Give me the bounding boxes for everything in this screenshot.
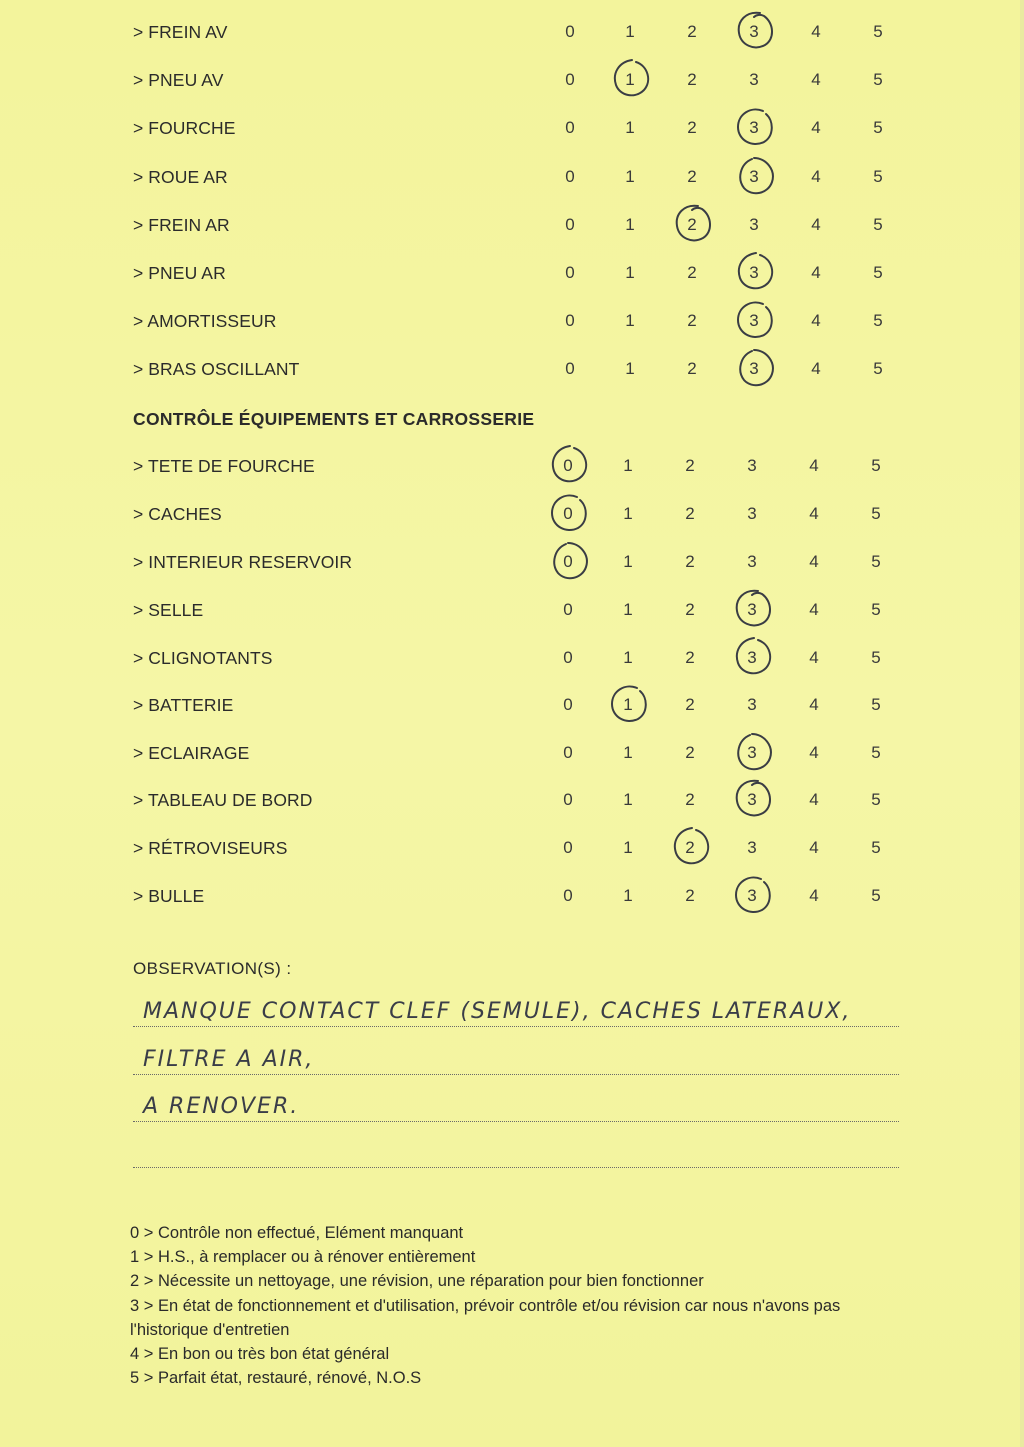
score-option-1[interactable]: 1 xyxy=(623,504,633,523)
score-option-1[interactable]: 1 xyxy=(623,838,633,857)
score-option-3[interactable]: 3 xyxy=(747,743,757,762)
score-option-3[interactable]: 3 xyxy=(749,311,759,330)
score-option-2[interactable]: 2 xyxy=(685,456,695,475)
score-option-3[interactable]: 3 xyxy=(747,886,757,905)
score-option-3[interactable]: 3 xyxy=(747,648,757,667)
equipment-row xyxy=(0,446,1024,486)
score-option-5[interactable]: 5 xyxy=(873,215,883,234)
selected-score-circle xyxy=(730,248,778,296)
score-option-5[interactable]: 5 xyxy=(871,504,881,523)
score-option-5[interactable]: 5 xyxy=(873,118,883,137)
score-option-3[interactable]: 3 xyxy=(749,263,759,282)
selected-score-circle xyxy=(666,823,714,871)
score-option-5[interactable]: 5 xyxy=(871,600,881,619)
score-option-4[interactable]: 4 xyxy=(809,552,819,571)
score-option-3[interactable]: 3 xyxy=(747,838,757,857)
score-option-3[interactable]: 3 xyxy=(747,504,757,523)
rating-legend xyxy=(130,1221,890,1390)
observation-text-2: FILTRE A AIR, xyxy=(143,1047,315,1072)
score-option-0[interactable]: 0 xyxy=(565,311,575,330)
score-option-1[interactable]: 1 xyxy=(623,886,633,905)
score-option-0[interactable]: 0 xyxy=(563,743,573,762)
score-option-0[interactable]: 0 xyxy=(563,552,573,571)
score-option-0[interactable]: 0 xyxy=(565,167,575,186)
selected-score-circle xyxy=(728,728,776,776)
score-option-4[interactable]: 4 xyxy=(811,311,821,330)
score-option-0[interactable]: 0 xyxy=(565,118,575,137)
score-option-4[interactable]: 4 xyxy=(809,504,819,523)
score-option-5[interactable]: 5 xyxy=(871,743,881,762)
selected-score-circle xyxy=(544,537,592,585)
equipment-row xyxy=(0,733,1024,773)
score-option-1[interactable]: 1 xyxy=(623,552,633,571)
score-option-3[interactable]: 3 xyxy=(747,695,757,714)
score-option-3[interactable]: 3 xyxy=(747,600,757,619)
score-option-5[interactable]: 5 xyxy=(871,790,881,809)
legend-item-5: 5 > Parfait état, restauré, rénové, N.O.S xyxy=(130,1369,422,1388)
score-option-4[interactable]: 4 xyxy=(811,22,821,41)
score-option-3[interactable]: 3 xyxy=(749,118,759,137)
row-label: > ECLAIRAGE xyxy=(133,743,250,763)
score-option-2[interactable]: 2 xyxy=(685,838,695,857)
score-option-1[interactable]: 1 xyxy=(625,22,635,41)
observation-text-1: MANQUE CONTACT CLEF (SEMULE), CACHES LATERAUX, xyxy=(143,999,852,1024)
row-label: > TETE DE FOURCHE xyxy=(133,456,315,476)
observation-line-4 xyxy=(133,1133,899,1168)
mechanical-row xyxy=(0,349,1024,389)
selected-score-circle xyxy=(728,585,776,633)
score-option-5[interactable]: 5 xyxy=(873,311,883,330)
score-option-4[interactable]: 4 xyxy=(809,790,819,809)
score-option-4[interactable]: 4 xyxy=(811,263,821,282)
score-option-0[interactable]: 0 xyxy=(563,790,573,809)
equipment-row xyxy=(0,638,1024,678)
score-option-3[interactable]: 3 xyxy=(749,215,759,234)
equipment-row xyxy=(0,542,1024,582)
mechanical-row xyxy=(0,60,1024,100)
row-label: > INTERIEUR RESERVOIR xyxy=(133,552,353,572)
score-option-2[interactable]: 2 xyxy=(685,886,695,905)
score-option-4[interactable]: 4 xyxy=(809,648,819,667)
row-label: > FOURCHE xyxy=(133,118,236,138)
equipment-row xyxy=(0,590,1024,630)
score-option-1[interactable]: 1 xyxy=(625,118,635,137)
mechanical-row xyxy=(0,157,1024,197)
mechanical-row xyxy=(0,301,1024,341)
legend-item-4: 4 > En bon ou très bon état général xyxy=(130,1345,390,1364)
score-option-4[interactable]: 4 xyxy=(811,70,821,89)
score-option-0[interactable]: 0 xyxy=(565,70,575,89)
selected-score-circle xyxy=(544,441,592,489)
score-option-5[interactable]: 5 xyxy=(871,886,881,905)
equipment-row xyxy=(0,494,1024,534)
row-label: > BATTERIE xyxy=(133,695,234,715)
score-option-3[interactable]: 3 xyxy=(749,22,759,41)
score-option-5[interactable]: 5 xyxy=(873,359,883,378)
row-label: > SELLE xyxy=(133,600,204,620)
score-option-2[interactable]: 2 xyxy=(685,552,695,571)
score-option-1[interactable]: 1 xyxy=(625,263,635,282)
selected-score-circle xyxy=(730,152,778,200)
selected-score-circle xyxy=(544,489,592,537)
score-option-4[interactable]: 4 xyxy=(811,359,821,378)
score-option-2[interactable]: 2 xyxy=(687,70,697,89)
score-option-3[interactable]: 3 xyxy=(747,552,757,571)
score-option-0[interactable]: 0 xyxy=(563,504,573,523)
equipment-row xyxy=(0,828,1024,868)
score-option-4[interactable]: 4 xyxy=(809,600,819,619)
score-option-1[interactable]: 1 xyxy=(623,600,633,619)
mechanical-row xyxy=(0,12,1024,52)
score-option-4[interactable]: 4 xyxy=(811,118,821,137)
section-title: CONTRÔLE ÉQUIPEMENTS ET CARROSSERIE xyxy=(133,409,535,429)
score-option-4[interactable]: 4 xyxy=(809,695,819,714)
row-label: > RÉTROVISEURS xyxy=(133,838,288,858)
score-option-1[interactable]: 1 xyxy=(625,215,635,234)
score-option-0[interactable]: 0 xyxy=(565,359,575,378)
score-option-4[interactable]: 4 xyxy=(811,215,821,234)
legend-item-2: 2 > Nécessite un nettoyage, une révision, une réparation pour bien fonctionner xyxy=(130,1272,704,1291)
score-option-2[interactable]: 2 xyxy=(685,695,695,714)
score-option-1[interactable]: 1 xyxy=(623,695,633,714)
selected-score-circle xyxy=(606,55,654,103)
legend-item-3: 3 > En état de fonctionnement et d'utilisation, prévoir contrôle et/ou révision car nous n'avons pas l'historique d'entretien xyxy=(130,1296,841,1339)
score-option-4[interactable]: 4 xyxy=(809,886,819,905)
selected-score-circle xyxy=(728,871,776,919)
score-option-5[interactable]: 5 xyxy=(871,695,881,714)
score-option-5[interactable]: 5 xyxy=(873,22,883,41)
score-option-4[interactable]: 4 xyxy=(809,456,819,475)
score-option-2[interactable]: 2 xyxy=(687,359,697,378)
score-option-4[interactable]: 4 xyxy=(809,838,819,857)
row-label: > CLIGNOTANTS xyxy=(133,648,273,668)
row-label: > CACHES xyxy=(133,504,222,524)
score-option-5[interactable]: 5 xyxy=(873,263,883,282)
row-label: > FREIN AV xyxy=(133,22,228,42)
score-option-1[interactable]: 1 xyxy=(623,456,633,475)
score-option-2[interactable]: 2 xyxy=(687,311,697,330)
row-label: > PNEU AV xyxy=(133,70,224,90)
observation-line-1 xyxy=(133,992,899,1027)
score-option-1[interactable]: 1 xyxy=(625,359,635,378)
selected-score-circle xyxy=(730,7,778,55)
mechanical-row xyxy=(0,108,1024,148)
selected-score-circle xyxy=(728,775,776,823)
score-option-2[interactable]: 2 xyxy=(685,743,695,762)
score-option-1[interactable]: 1 xyxy=(625,70,635,89)
score-option-3[interactable]: 3 xyxy=(747,456,757,475)
score-option-5[interactable]: 5 xyxy=(871,838,881,857)
equipment-row xyxy=(0,876,1024,916)
equipment-row xyxy=(0,780,1024,820)
score-option-1[interactable]: 1 xyxy=(623,648,633,667)
mechanical-row xyxy=(0,205,1024,245)
row-label: > FREIN AR xyxy=(133,215,230,235)
observation-text-3: A RENOVER. xyxy=(143,1094,300,1119)
score-option-2[interactable]: 2 xyxy=(687,118,697,137)
score-option-5[interactable]: 5 xyxy=(871,456,881,475)
row-label: > AMORTISSEUR xyxy=(133,311,277,331)
score-option-0[interactable]: 0 xyxy=(563,456,573,475)
score-option-2[interactable]: 2 xyxy=(685,504,695,523)
score-option-1[interactable]: 1 xyxy=(625,167,635,186)
selected-score-circle xyxy=(730,296,778,344)
score-option-2[interactable]: 2 xyxy=(687,263,697,282)
score-option-3[interactable]: 3 xyxy=(747,790,757,809)
score-option-0[interactable]: 0 xyxy=(563,886,573,905)
score-option-1[interactable]: 1 xyxy=(623,790,633,809)
score-option-2[interactable]: 2 xyxy=(687,215,697,234)
score-option-3[interactable]: 3 xyxy=(749,167,759,186)
score-option-3[interactable]: 3 xyxy=(749,359,759,378)
score-option-0[interactable]: 0 xyxy=(563,838,573,857)
row-label: > ROUE AR xyxy=(133,167,228,187)
equipment-row xyxy=(0,685,1024,725)
score-option-0[interactable]: 0 xyxy=(565,263,575,282)
score-option-5[interactable]: 5 xyxy=(873,70,883,89)
score-option-0[interactable]: 0 xyxy=(563,695,573,714)
row-label: > TABLEAU DE BORD xyxy=(133,790,313,810)
selected-score-circle xyxy=(730,103,778,151)
legend-item-0: 0 > Contrôle non effectué, Elément manquant xyxy=(130,1224,464,1242)
score-option-2[interactable]: 2 xyxy=(687,22,697,41)
observation-line-3 xyxy=(133,1087,899,1122)
score-option-5[interactable]: 5 xyxy=(871,648,881,667)
score-option-1[interactable]: 1 xyxy=(623,743,633,762)
row-label: > PNEU AR xyxy=(133,263,226,283)
score-option-5[interactable]: 5 xyxy=(873,167,883,186)
score-option-5[interactable]: 5 xyxy=(871,552,881,571)
selected-score-circle xyxy=(728,633,776,681)
score-option-2[interactable]: 2 xyxy=(687,167,697,186)
score-option-4[interactable]: 4 xyxy=(811,167,821,186)
score-option-0[interactable]: 0 xyxy=(565,22,575,41)
row-label: > BULLE xyxy=(133,886,205,906)
row-label: > BRAS OSCILLANT xyxy=(133,359,300,379)
legend-item-1: 1 > H.S., à remplacer ou à rénover entièrement xyxy=(130,1248,476,1267)
score-option-0[interactable]: 0 xyxy=(563,648,573,667)
selected-score-circle xyxy=(730,344,778,392)
mechanical-row xyxy=(0,253,1024,293)
score-option-2[interactable]: 2 xyxy=(685,790,695,809)
score-option-3[interactable]: 3 xyxy=(749,70,759,89)
observations-title: OBSERVATION(S) : xyxy=(133,959,292,978)
score-option-2[interactable]: 2 xyxy=(685,648,695,667)
score-option-0[interactable]: 0 xyxy=(565,215,575,234)
score-option-2[interactable]: 2 xyxy=(685,600,695,619)
selected-score-circle xyxy=(668,200,716,248)
score-option-4[interactable]: 4 xyxy=(809,743,819,762)
observation-line-2 xyxy=(133,1040,899,1075)
selected-score-circle xyxy=(604,680,652,728)
score-option-1[interactable]: 1 xyxy=(625,311,635,330)
score-option-0[interactable]: 0 xyxy=(563,600,573,619)
